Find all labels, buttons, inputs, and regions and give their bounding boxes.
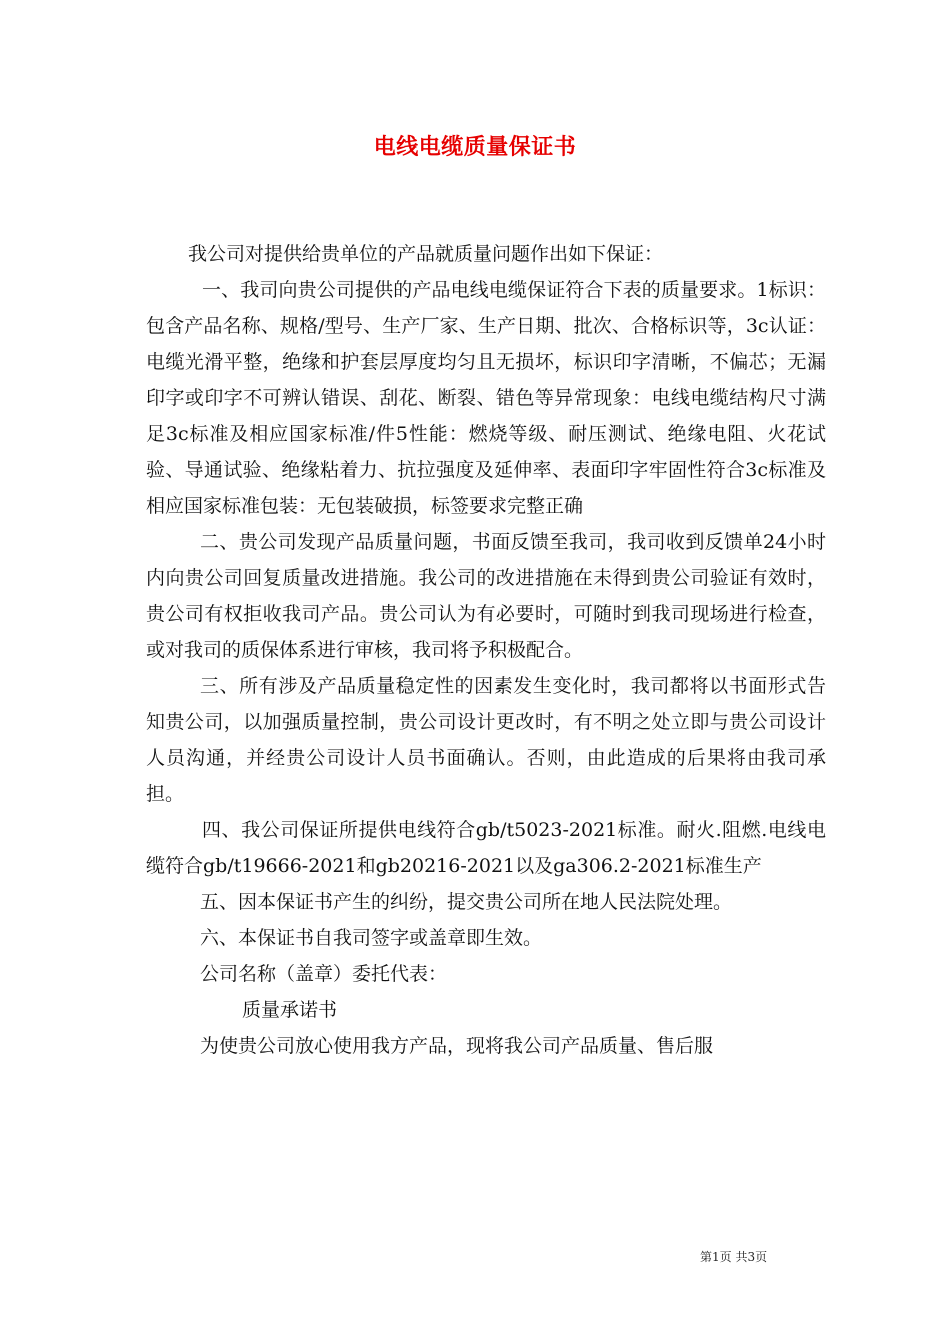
document-title: 电线电缆质量保证书	[373, 135, 577, 160]
paragraph-clause-5: 五、因本保证书产生的纠纷，提交贵公司所在地人民法院处理。	[200, 891, 733, 913]
paragraph-clause-4: 四、我公司保证所提供电线符合gb/t5023-2021标准。耐火.阻燃.电线电缆符合gb/t19666-2021和gb20216-2021以及ga306.2-2021标准生产	[146, 819, 826, 877]
paragraph-intro: 我公司对提供给贵单位的产品就质量问题作出如下保证：	[188, 243, 664, 265]
paragraph-commitment-intro: 为使贵公司放心使用我方产品，现将我公司产品质量、售后服	[200, 1035, 714, 1057]
document-body	[146, 236, 826, 1064]
paragraph-clause-6: 六、本保证书自我司签字或盖章即生效。	[200, 927, 543, 949]
paragraph-clause-3: 三、所有涉及产品质量稳定性的因素发生变化时，我司都将以书面形式告知贵公司，以加强质量控制，贵公司设计更改时，有不明之处立即与贵公司设计人员沟通，并经贵公司设计人员书面确认。否则，由此造成的后果将由我司承担。	[146, 675, 826, 805]
paragraph-clause-1: 一、我司向贵公司提供的产品电线电缆保证符合下表的质量要求。1标识：包含产品名称、规格/型号、生产厂家、生产日期、批次、合格标识等，3c认证：电缆光滑平整，绝缘和护套层厚度均匀且无损坏，标识印字清晰，不偏芯；无漏印字或印字不可辨认错误、刮花、断裂、错色等异常现象：电线电缆结构尺寸满足3c标准及相应国家标准/件5性能：燃烧等级、耐压测试、绝缘电阻、火花试验、导通试验、绝缘粘着力、抗拉强度及延伸率、表面印字牢固性符合3c标准及相应国家标准包装：无包装破损，标签要求完整正确	[146, 279, 826, 517]
page-number: 第1页 共3页	[700, 1250, 768, 1264]
section-heading-quality-commitment: 质量承诺书	[242, 999, 338, 1021]
paragraph-clause-2: 二、贵公司发现产品质量问题，书面反馈至我司，我司收到反馈单24小时内向贵公司回复质量改进措施。我公司的改进措施在未得到贵公司验证有效时，贵公司有权拒收我司产品。贵公司认为有必要时，可随时到我司现场进行检查，或对我司的质保体系进行审核，我司将予积极配合。	[146, 531, 826, 661]
company-signature-line: 公司名称（盖章）委托代表：	[200, 963, 448, 985]
